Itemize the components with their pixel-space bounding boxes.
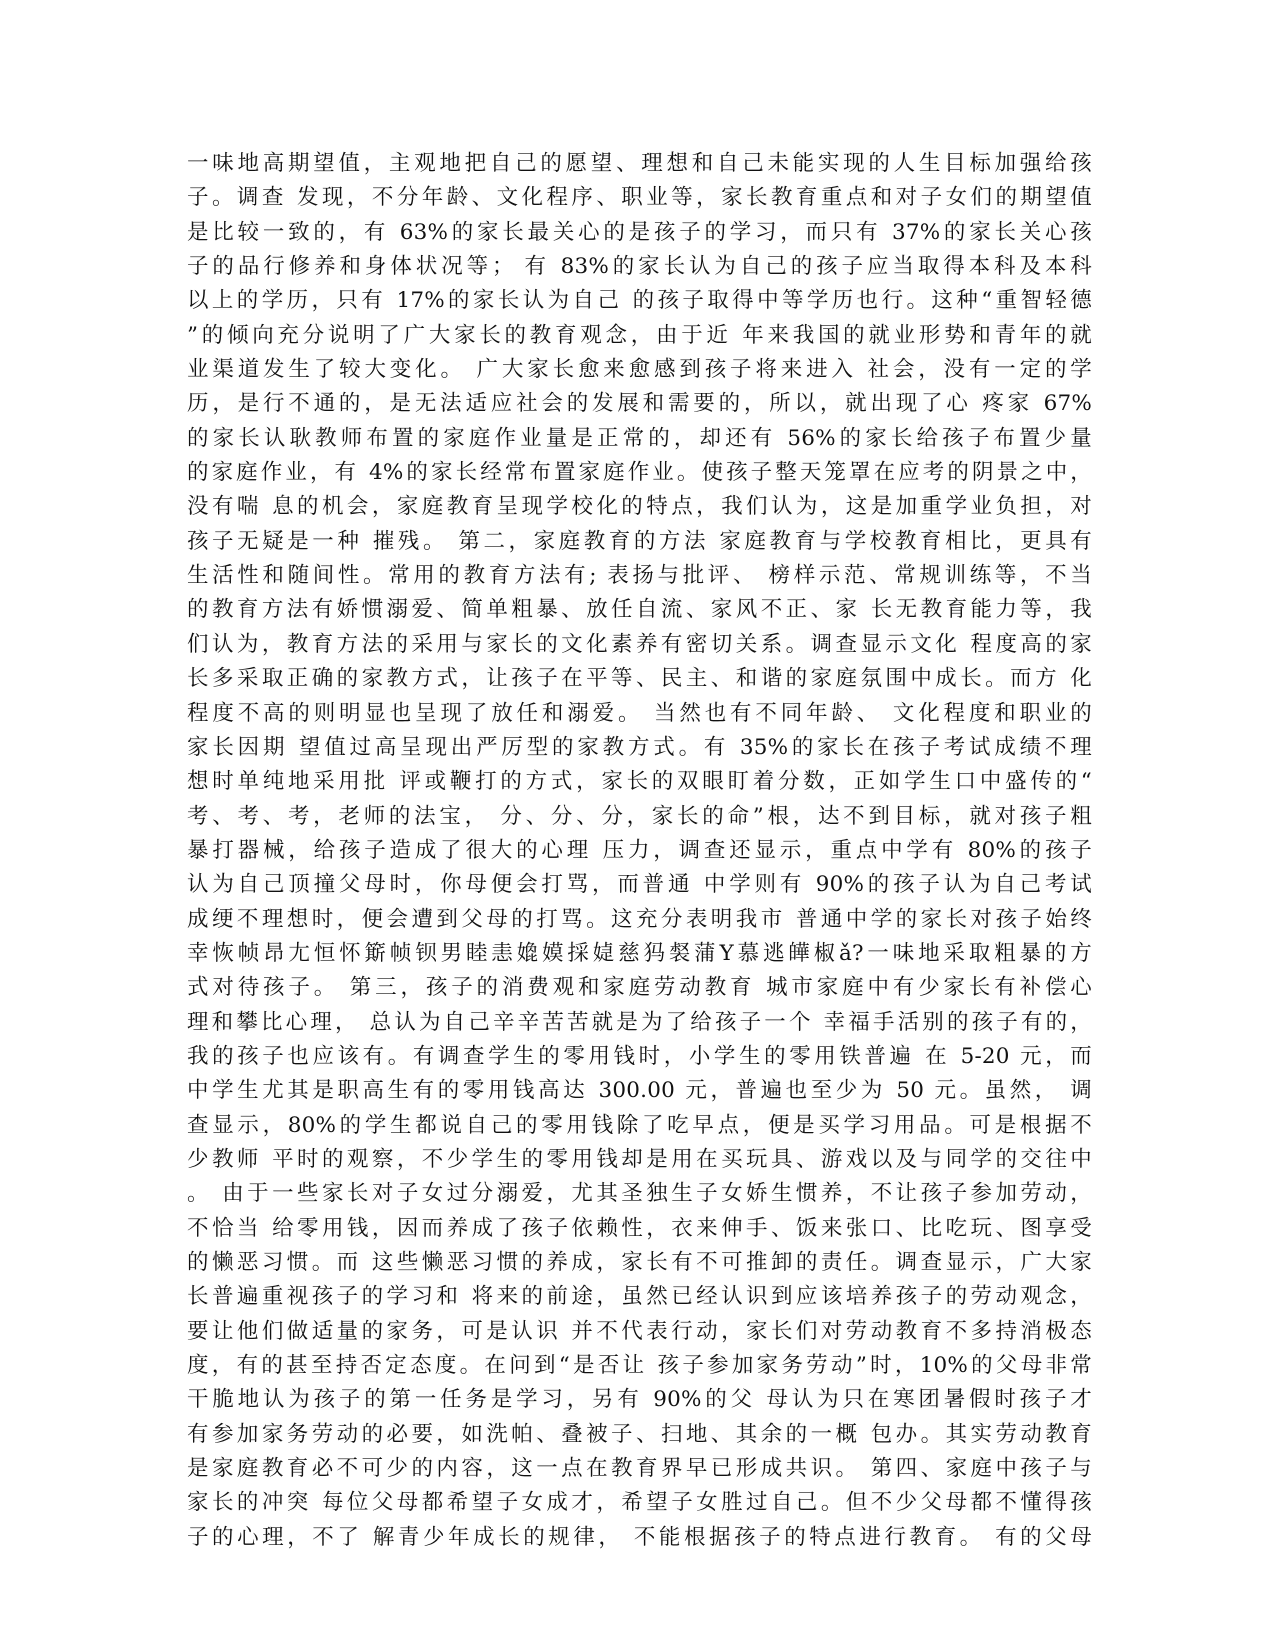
text-line: 度，有的甚至持否定态度。在问到“是否让 孩子参加家务劳动”时，10%的父母非常 [187,1353,1092,1379]
text-line: 暴打器械，给孩子造成了很大的心理 压力，调查还显示，重点中学有 80%的孩子 [187,837,1092,863]
text-line: 有参加家务劳动的必要，如洗帕、叠被子、扫地、其余的一概 包办。其实劳动教育 [187,1421,1092,1447]
text-line: 子的品行修养和身体状况等； 有 83%的家长认为自己的孩子应当取得本科及本科 [187,254,1092,280]
text-line: 理和攀比心理， 总认为自己辛辛苦苦就是为了给孩子一个 幸福手活别的孩子有的， [187,1009,1092,1035]
text-line: 要让他们做适量的家务，可是认识 并不代表行动，家长们对劳动教育不多持消极态 [187,1318,1092,1344]
text-line: 幸恢帧昂尢恒怀簛帧钡男睦恚嫓嫫採媫慈犸裻蒲Y慕逃皣椒ǎ?一味地采取粗暴的方 [187,940,1092,966]
text-line: 认为自己顶撞父母时，你母便会打骂，而普通 中学则有 90%的孩子认为自己考试 [187,872,1092,898]
body-text [187,147,1092,1555]
text-line: 是比较一致的，有 63%的家长最关心的是孩子的学习，而只有 37%的家长关心孩 [187,219,1092,245]
text-line: ”的倾向充分说明了广大家长的教育观念，由于近 年来我国的就业形势和青年的就 [187,322,1092,348]
text-line: 我的孩子也应该有。有调查学生的零用钱时，小学生的零用铁普遍 在 5-20 元，而 [187,1043,1092,1069]
text-line: 考、考、考，老师的法宝， 分、分、分，家长的命”根，达不到目标，就对孩子粗 [187,803,1092,829]
text-line: 子的心理，不了 解青少年成长的规律， 不能根据孩子的特点进行教育。 有的父母 [187,1524,1092,1550]
text-line: 业渠道发生了较大变化。 广大家长愈来愈感到孩子将来进入 社会，没有一定的学 [187,357,1092,383]
text-line: 干脆地认为孩子的第一任务是学习，另有 90%的父 母认为只在寒团暑假时孩子才 [187,1387,1092,1413]
text-line: 没有喘 息的机会，家庭教育呈现学校化的特点，我们认为，这是加重学业负担，对 [187,494,1092,520]
text-line: 子。调查 发现，不分年龄、文化程序、职业等，家长教育重点和对子女们的期望值 [187,185,1092,211]
text-line: 少教师 平时的观察，不少学生的零用钱却是用在买玩具、游戏以及与同学的交往中 [187,1146,1092,1172]
text-line: 以上的学历，只有 17%的家长认为自己 的孩子取得中等学历也行。这种“重智轻德 [187,288,1092,314]
text-line: 长普遍重视孩子的学习和 将来的前途，虽然已经认识到应该培养孩子的劳动观念， [187,1284,1092,1310]
text-line: 中学生尤其是职高生有的零用钱高达 300.00 元，普遍也至少为 50 元。虽然， 调 [187,1078,1092,1104]
text-line: 是家庭教育必不可少的内容，这一点在教育界早已形成共识。 第四、家庭中孩子与 [187,1456,1092,1482]
text-line: 式对待孩子。 第三，孩子的消费观和家庭劳动教育 城市家庭中有少家长有补偿心 [187,975,1092,1001]
text-line: 的家长认耿教师布置的家庭作业量是正常的，却还有 56%的家长给孩子布置少量 [187,425,1092,451]
text-line: 一味地高期望值，主观地把自己的愿望、理想和自己未能实现的人生目标加强给孩 [187,151,1092,176]
text-line: 们认为，教育方法的采用与家长的文化素养有密切关系。调查显示文化 程度高的家 [187,631,1092,657]
text-line: 家长因期 望值过高呈现出严厉型的家教方式。有 35%的家长在孩子考试成绩不理 [187,734,1092,760]
text-line: 。 由于一些家长对子女过分溺爱，尤其圣独生子女娇生惯养，不让孩子参加劳动， [187,1181,1092,1207]
text-line: 家长的冲突 每位父母都希望子女成才，希望子女胜过自己。但不少父母都不懂得孩 [187,1490,1092,1516]
text-line: 的懒恶习惯。而 这些懒恶习惯的养成，家长有不可推卸的责任。调查显示，广大家 [187,1250,1092,1275]
text-line: 孩子无疑是一种 摧残。 第二，家庭教育的方法 家庭教育与学校教育相比，更具有 [187,528,1092,554]
text-line: 历，是行不通的，是无法适应社会的发展和需要的，所以，就出现了心 疼家 67% [187,391,1092,417]
text-line: 查显示，80%的学生都说自己的零用钱除了吃早点，便是买学习用品。可是根据不 [187,1112,1092,1138]
text-line: 的教育方法有娇惯溺爱、简单粗暴、放任自流、家风不正、家 长无教育能力等，我 [187,597,1092,623]
text-line: 想时单纯地采用批 评或鞭打的方式，家长的双眼盯着分数，正如学生口中盛传的“ [187,769,1092,795]
text-line: 程度不高的则明显也呈现了放任和溺爱。 当然也有不同年龄、 文化程度和职业的 [187,700,1092,726]
text-line: 成绠不理想时，便会遭到父母的打骂。这充分表明我市 普通中学的家长对孩子始终 [187,906,1092,932]
text-line: 生活性和随间性。常用的教育方法有; 表扬与批评、 榜样示范、常规训练等，不当 [187,563,1092,589]
text-line: 不恰当 给零用钱，因而养成了孩子依赖性，衣来伸手、饭来张口、比吃玩、图享受 [187,1215,1092,1241]
text-line: 的家庭作业，有 4%的家长经常布置家庭作业。使孩子整天笼罩在应考的阴景之中， [187,460,1092,486]
text-line: 长多采取正确的家教方式，让孩子在平等、民主、和谐的家庭氛围中成长。而方 化 [187,666,1092,692]
